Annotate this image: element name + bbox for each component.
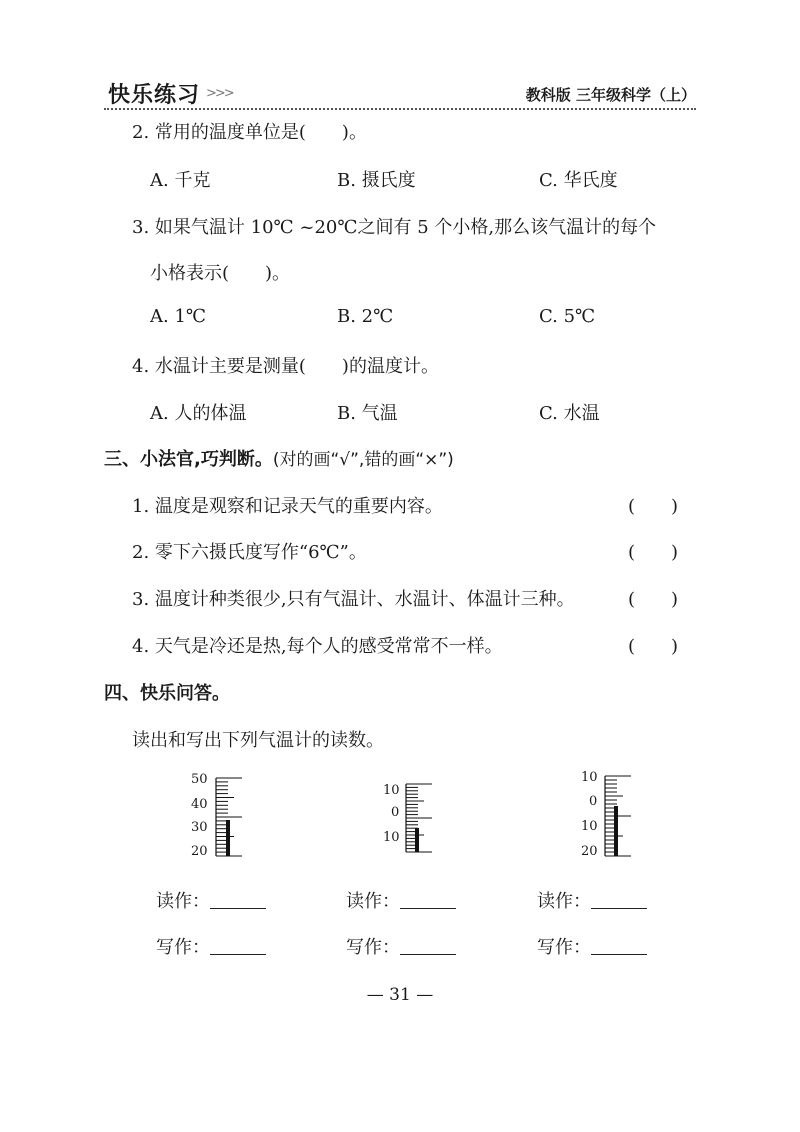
read-label: 读作： — [346, 891, 400, 912]
read-answer-blank[interactable] — [210, 890, 266, 909]
thermometer-3-read — [537, 887, 647, 913]
question-4-option-b: B. 气温 — [337, 403, 398, 424]
thermometer-2 — [380, 770, 450, 865]
question-3-option-b: B. 2℃ — [337, 306, 394, 327]
section-4-title: 四、快乐问答。 — [104, 683, 230, 704]
write-label: 写作： — [537, 937, 591, 958]
section-3-heading — [104, 445, 454, 471]
question-3-option-a: A. 1℃ — [150, 306, 207, 327]
thermometer-2-liquid-column — [415, 828, 419, 852]
thermometer-2-read — [346, 887, 456, 913]
write-answer-blank[interactable] — [400, 936, 456, 955]
thermometer-2-write — [346, 933, 456, 959]
question-2-stem: 2. 常用的温度单位是( )。 — [132, 122, 367, 143]
question-2-option-a: A. 千克 — [150, 170, 211, 191]
judge-item-4: 4. 天气是冷还是热,每个人的感受常常不一样。 — [132, 636, 503, 657]
section-3-note: (对的画“√”,错的画“×”) — [272, 450, 454, 470]
thermometer-1-tick-label: 30 — [191, 820, 208, 835]
thermometer-1-write — [156, 933, 266, 959]
thermometer-3-tick-label: 20 — [581, 844, 598, 859]
write-label: 写作： — [156, 937, 210, 958]
judge-item-2: 2. 零下六摄氏度写作“6℃”。 — [132, 542, 367, 563]
section-4-prompt: 读出和写出下列气温计的读数。 — [132, 730, 384, 751]
read-label: 读作： — [537, 891, 591, 912]
write-answer-blank[interactable] — [210, 936, 266, 955]
write-answer-blank[interactable] — [591, 936, 647, 955]
judge-item-1: 1. 温度是观察和记录天气的重要内容。 — [132, 496, 443, 517]
thermometer-1-tick-label: 20 — [191, 844, 208, 859]
thermometer-1-tick-label: 40 — [191, 797, 208, 812]
thermometer-1 — [188, 768, 258, 863]
thermometer-3-liquid-column — [614, 806, 618, 856]
thermometer-2-tick-label: 10 — [383, 830, 400, 845]
question-2-option-b: B. 摄氏度 — [337, 170, 416, 191]
thermometer-2-tick-label: 0 — [391, 805, 400, 820]
question-3-stem-cont: 小格表示( )。 — [150, 263, 291, 284]
judge-answer-1[interactable]: ( ) — [628, 496, 679, 517]
thermometer-1-read — [156, 887, 266, 913]
thermometer-1-tick-label: 50 — [191, 772, 208, 787]
thermometer-1-liquid-column — [226, 820, 230, 856]
header-arrows-icon: >>> — [206, 86, 233, 101]
thermometer-3 — [578, 766, 648, 861]
header-divider — [104, 108, 696, 110]
section-3-title: 三、小法官,巧判断。 — [104, 449, 273, 470]
read-label: 读作： — [156, 891, 210, 912]
thermometer-3-tick-label: 0 — [589, 794, 598, 809]
judge-item-3: 3. 温度计种类很少,只有气温计、水温计、体温计三种。 — [132, 589, 575, 610]
thermometer-3-tick-label: 10 — [581, 770, 598, 785]
question-2-option-c: C. 华氏度 — [539, 170, 618, 191]
write-label: 写作： — [346, 937, 400, 958]
header-title: 快乐练习 — [108, 83, 201, 108]
judge-answer-2[interactable]: ( ) — [628, 542, 679, 563]
page-number: — 31 — — [366, 985, 434, 1005]
thermometer-2-tick-label: 10 — [383, 783, 400, 798]
judge-answer-4[interactable]: ( ) — [628, 636, 679, 657]
question-3-stem: 3. 如果气温计 10℃ ~20℃之间有 5 个小格,那么该气温计的每个 — [132, 217, 657, 238]
read-answer-blank[interactable] — [400, 890, 456, 909]
question-4-option-c: C. 水温 — [539, 403, 600, 424]
thermometer-3-write — [537, 933, 647, 959]
question-4-stem: 4. 水温计主要是测量( )的温度计。 — [132, 356, 439, 377]
question-3-option-c: C. 5℃ — [539, 306, 596, 327]
question-4-option-a: A. 人的体温 — [150, 403, 247, 424]
read-answer-blank[interactable] — [591, 890, 647, 909]
judge-answer-3[interactable]: ( ) — [628, 589, 679, 610]
header-subject: 教科版 三年级科学（上） — [525, 86, 696, 104]
thermometer-3-tick-label: 10 — [581, 819, 598, 834]
